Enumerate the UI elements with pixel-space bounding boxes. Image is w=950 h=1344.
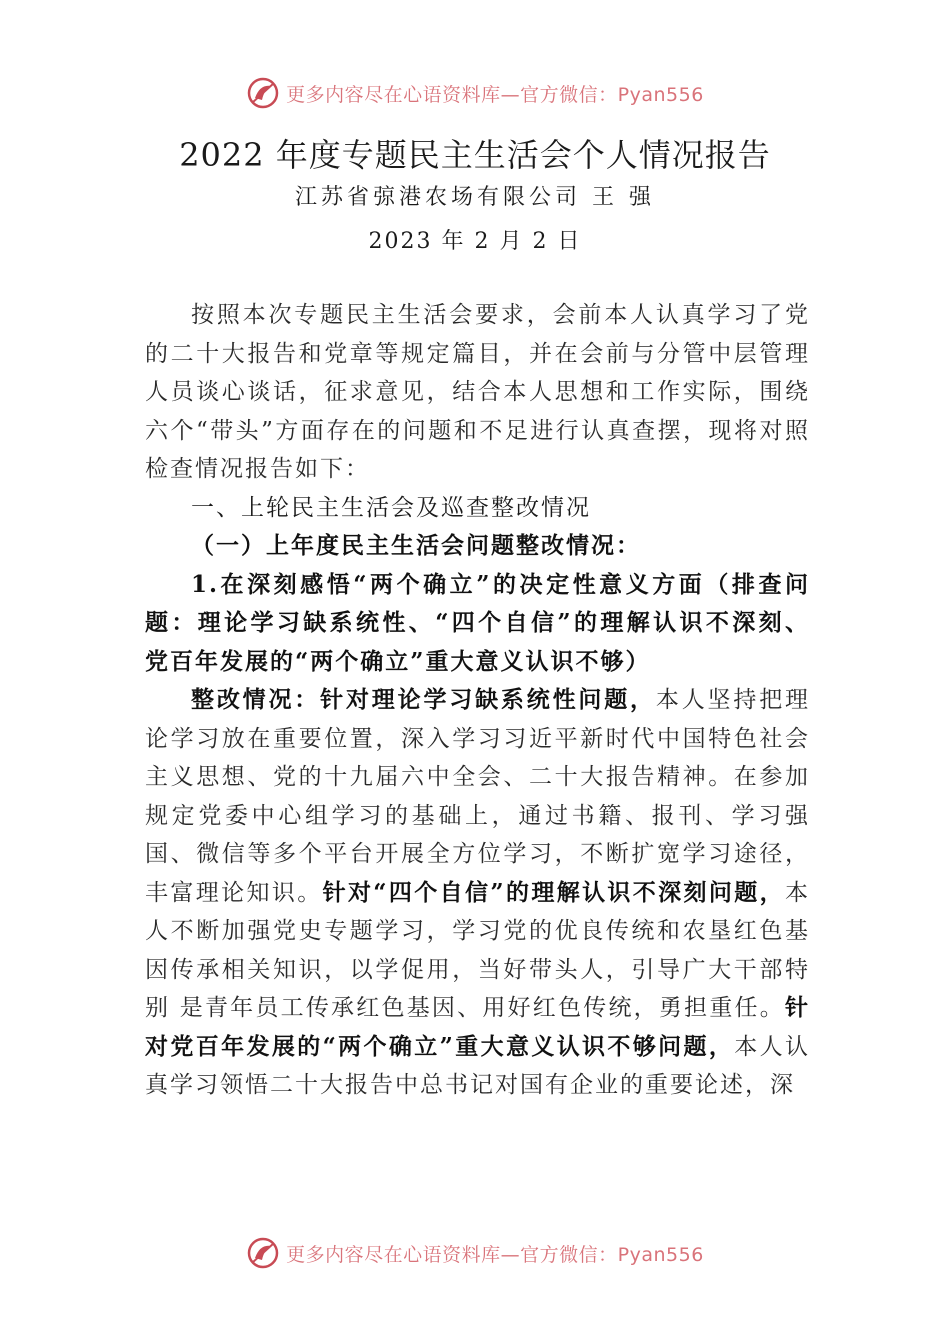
rectification-paragraph	[145, 681, 810, 1105]
rectify-bold-3: 针对党百年发展的“两个确立”重大意义认识不够问题，	[145, 994, 810, 1060]
intro-paragraph: 按照本次专题民主生活会要求，会前本人认真学习了党的二十大报告和党章等规定篇目，并在会前与分管中层管理人员谈心谈话，征求意见，结合本人思想和工作实际，围绕六个“带头”方面存在的问题和不足进行认真查摆，现将对照检查情况报告如下：	[145, 302, 810, 482]
rectify-bold-1: 针对理论学习缺系统性问题，	[320, 686, 656, 713]
watermark-text: 更多内容尽在心语资料库—官方微信：Pyan556	[286, 1243, 704, 1266]
watermark-top	[0, 76, 950, 110]
document-title: 2022 年度专题民主生活会个人情况报告	[179, 136, 771, 174]
logo-icon	[246, 1236, 280, 1270]
rectify-bold-2: 针对“四个自信”的理解认识不深刻问题，	[322, 878, 786, 906]
rectify-label: 整改情况：	[191, 686, 321, 713]
section-heading: 一、上轮民主生活会及巡查整改情况	[191, 494, 591, 521]
subsection-heading: （一）上年度民主生活会问题整改情况：	[191, 532, 641, 559]
logo-icon	[246, 76, 280, 110]
watermark-bottom	[0, 1236, 950, 1270]
rectify-text-3: 本人认 真学习领悟二十大报告中总书记对国有企业的重要论述，深	[145, 1033, 810, 1098]
item-heading: 1.在深刻感悟“两个确立”的决定性意义方面（排查问 题：理论学习缺系统性、“四个自信”的理解认识不深刻、 党百年发展的“两个确立”重大意义认识不够）	[145, 570, 810, 675]
rectify-text-1: 本人坚持把理论学习放在重要位置，深入学习习近平新时代中国特色社会主义思想、党的十九届六中全会、二十大报告精神。在参加规定党委中心组学习的基础上，通过书籍、报刊、学习强国、微信等多个平台开展全方位学习，不断扩宽学习途径，丰富理论知识。	[145, 687, 811, 906]
document-body	[145, 296, 810, 1105]
document-date: 2023 年 2 月 2 日	[368, 229, 582, 254]
watermark-text: 更多内容尽在心语资料库—官方微信：Pyan556	[286, 83, 704, 106]
rectify-text-2: 本人不断加强党史专题学习，学习党的优良传统和农垦红色基因传承相关知识，以学促用，当好带头人，引导广大干部特别 是青年员工传承红色基因、用好红色传统，勇担重任。	[145, 879, 811, 1021]
document-author: 江苏省弶港农场有限公司 王 强	[295, 185, 655, 210]
